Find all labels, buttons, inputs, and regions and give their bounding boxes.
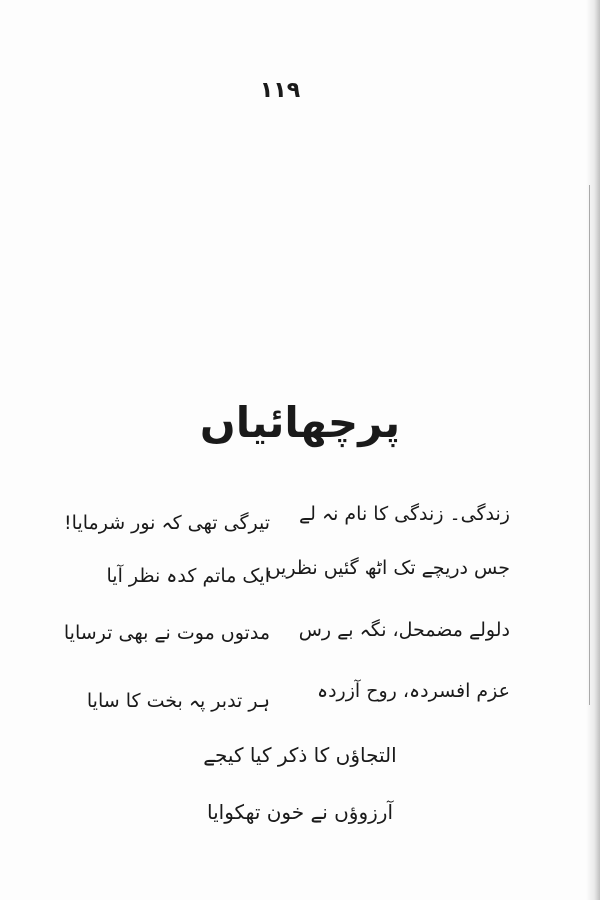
couplet-1-second-line: تیرگی تھی کہ نور شرمایا! (64, 512, 270, 534)
closing-line-1: التجاؤں کا ذکر کیا کیجے (203, 743, 397, 767)
couplet-3-first-line: دلولے مضمحل، نگہ بے رس (298, 619, 510, 641)
poem-title: پرچھائیاں (199, 398, 401, 447)
couplet-2-second-line: ایک ماتم کدہ نظر آیا (106, 565, 270, 587)
couplet-4-second-line: ہر تدبر پہ بخت کا سایا (86, 690, 270, 712)
couplet-4-first-line: عزم افسردہ، روح آزردہ (316, 680, 510, 702)
page-edge-line (589, 185, 590, 705)
couplet-2-first-line: جس دریچے تک اٹھ گئیں نظریں (266, 557, 510, 579)
page-number: ۱۱۹ (259, 78, 301, 103)
closing-line-2: آرزوؤں نے خون تھکوایا (207, 800, 393, 824)
couplet-1-first-line: زندگی۔ زندگی کا نام نہ لے (299, 503, 510, 525)
couplet-3-second-line: مدتوں موت نے بھی ترسایا (63, 622, 270, 644)
